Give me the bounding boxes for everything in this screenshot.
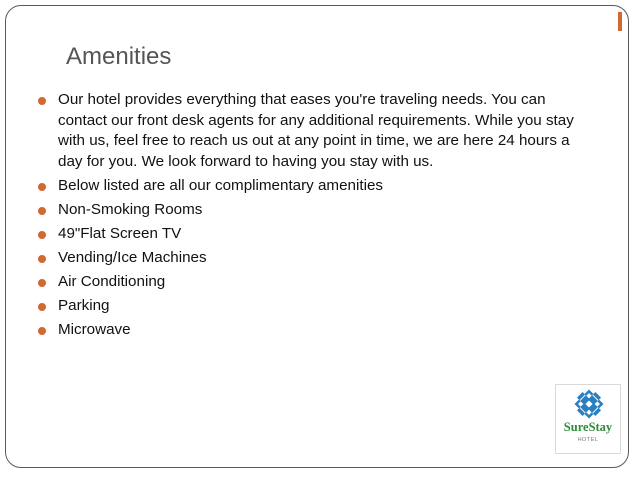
bullet-dot-icon (38, 255, 46, 263)
bullet-dot-icon (38, 207, 46, 215)
slide-title: Amenities (66, 43, 172, 70)
bullet-text: Below listed are all our complimentary amenities (58, 176, 383, 194)
surestay-emblem-icon (574, 389, 604, 419)
logo-subtitle: HOTEL (577, 437, 599, 443)
bullet-item (38, 200, 598, 221)
bullet-list (38, 90, 598, 344)
bullet-dot-icon (38, 183, 46, 191)
surestay-logo (555, 384, 621, 454)
bullet-dot-icon (38, 97, 46, 105)
bullet-text: Microwave (58, 320, 131, 338)
bullet-item (38, 296, 598, 317)
bullet-item (38, 90, 598, 172)
bullet-item (38, 248, 598, 269)
bullet-item (38, 272, 598, 293)
bullet-item (38, 224, 598, 245)
bullet-item (38, 320, 598, 341)
bullet-item (38, 176, 598, 197)
bullet-dot-icon (38, 327, 46, 335)
bullet-dot-icon (38, 231, 46, 239)
corner-accent-tab (618, 12, 622, 31)
bullet-text: Vending/Ice Machines (58, 248, 207, 266)
logo-name: SureStay (563, 420, 613, 434)
bullet-text: Non-Smoking Rooms (58, 200, 203, 218)
bullet-dot-icon (38, 303, 46, 311)
bullet-text: 49"Flat Screen TV (58, 224, 182, 242)
bullet-dot-icon (38, 279, 46, 287)
bullet-text: Parking (58, 296, 110, 314)
bullet-text: Our hotel provides everything that eases you're traveling needs. You can contact our front desk agents for any additional requirements. While you stay with us, feel free to reach us out at any point in time, we are here 24 hours a day for you. We look forward to having you stay with us. (58, 91, 574, 170)
bullet-text: Air Conditioning (58, 272, 166, 290)
